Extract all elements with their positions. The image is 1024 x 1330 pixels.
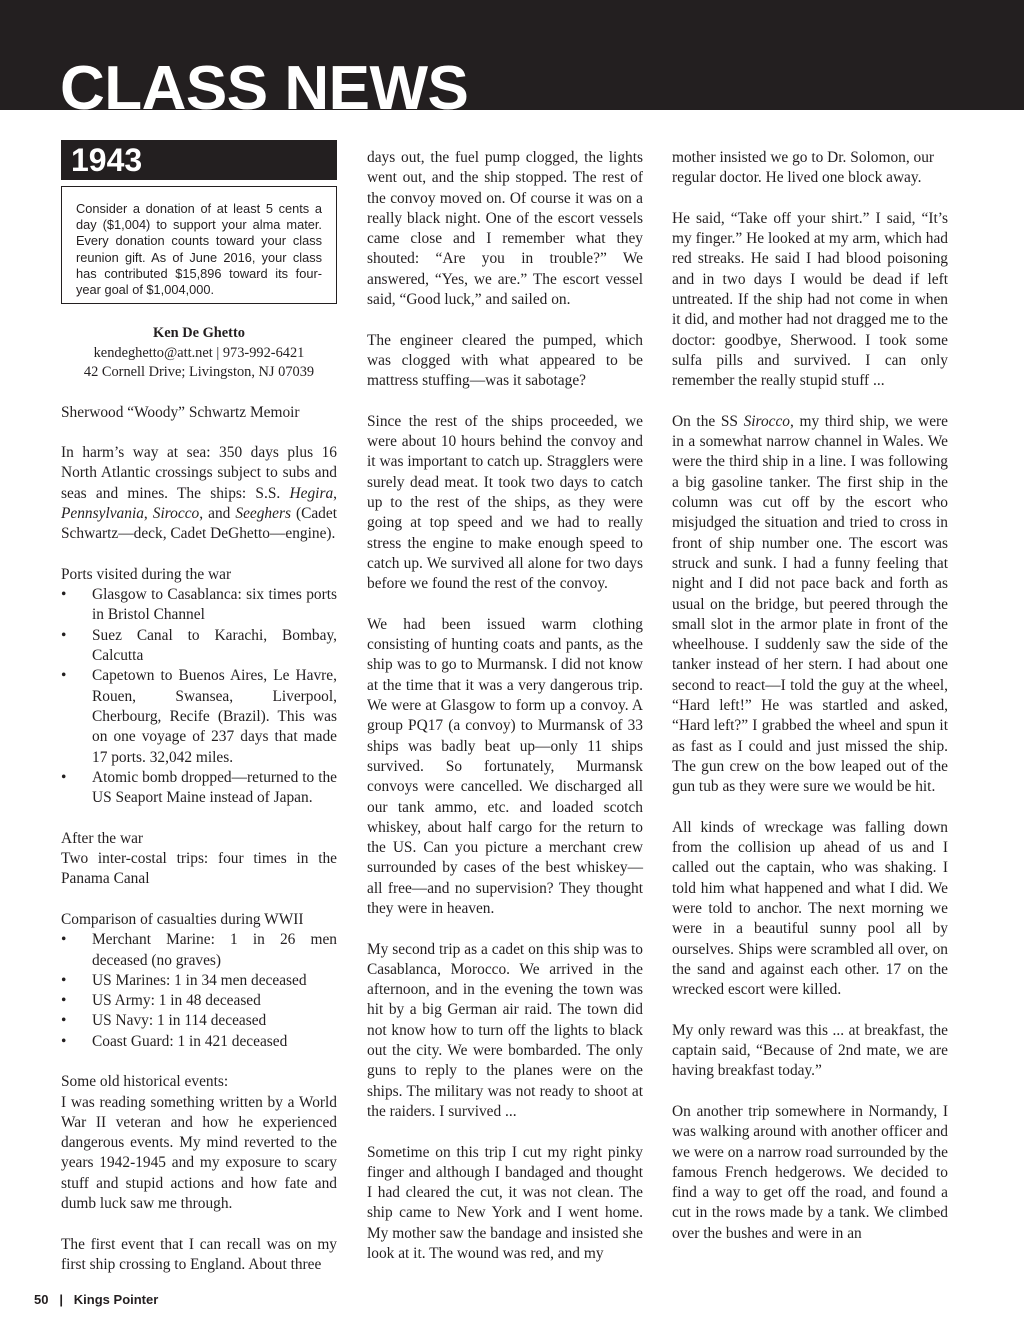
list-item: • US Navy: 1 in 114 deceased — [61, 1011, 337, 1031]
page-number: 50 — [34, 1292, 49, 1307]
memoir-title: Sherwood “Woody” Schwartz Memoir — [61, 403, 300, 421]
bullet-icon: • — [61, 971, 67, 989]
casualties-list — [61, 930, 337, 1052]
body-paragraph: All kinds of wreckage was falling down from the collision up ahead of us and I called out the captain, who was shaking. I told him what happened and what I did. We were told to anchor. The next morning we were in a beautiful sunny pool all by ourselves. Ships were scrambled all over, on the sand and against each other. 17 on the wrecked escort were killed. — [672, 818, 948, 999]
intro-paragraph: In harm’s way at sea: 350 days plus 16 North Atlantic crossings subject to subs and seas and mines. The ships: S.S. Hegira, Pennsylvania, Sirocco, and Seeghers (Cadet Schwartz—deck, Cadet DeGhetto—engine). — [61, 444, 337, 543]
bullet-icon: • — [61, 1032, 67, 1050]
body-paragraph: Since the rest of the ships proceeded, we were about 10 hours behind the convoy and it was important to catch up. Stragglers were surely dead meat. It took two days to catch up to the rest of the ships, as they were going at top speed and we had to really stress the engine to make enough speed to catch up. We survived all alone for two days before we found the rest of the convoy. — [367, 412, 643, 593]
bullet-icon: • — [61, 992, 67, 1010]
list-item: • Merchant Marine: 1 in 26 men deceased (no graves) — [61, 931, 337, 969]
historical-heading: Some old historical events: — [61, 1073, 229, 1091]
column-2 — [367, 148, 643, 1264]
bullet-icon: • — [61, 667, 67, 685]
body-paragraph: We had been issued warm clothing consisting of hunting coats and pants, as the ship was to go to Murmansk. I did not know at the time that it was a very dangerous trip. We were at Glasgow to form up a convoy. A group PQ17 (a convoy) to Murmansk of 33 ships was badly beat up—only 11 ships survived. So fortunately, Murmansk convoys were cancelled. We discharged all our tank ammo, etc. and loaded scotch whiskey, about half cargo for the return to the US. Can you picture a merchant crew surrounded by cases of the best whiskey—all free—and no supervision? They thought they were in heaven. — [367, 615, 643, 917]
body-paragraph: Sometime on this trip I cut my right pinky finger and although I bandaged and thought I had cleared the cut, it was not clean. The ship came to New York and I went home. My mother saw the bandage and insisted she look at it. The wound was red, and my — [367, 1143, 643, 1263]
body-paragraph: My second trip as a cadet on this ship was to Casablanca, Morocco. We arrived in the afternoon, and in the evening the town was hit by a big German air raid. The town did not know how to turn off the lights to black out the city. We were bombarded. The only guns to reply to the planes were on the ships. The military was not ready to shoot at the raiders. I survived ... — [367, 940, 643, 1120]
list-item: • Capetown to Buenos Aires, Le Havre, Rouen, Swansea, Liverpool, Cherbourg, Recife (Brazil). This was on one voyage of 237 days that made 17 ports. 32,042 miles. — [61, 667, 337, 766]
footer-separator: | — [59, 1292, 63, 1307]
donation-note-box: Consider a donation of at least 5 cents a day ($1,004) to support your alma mater. Every donation counts toward your class reunion gift. As of June 2016, your class has contributed $15,896 toward its four-year goal of $1,004,000. — [61, 186, 337, 304]
column-1 — [61, 140, 337, 1275]
class-correspondent — [61, 324, 337, 383]
body-paragraph: mother insisted we go to Dr. Solomon, our regular doctor. He lived one block away. — [672, 149, 935, 187]
first-event-paragraph: The first event that I can recall was on my first ship crossing to England. About three — [61, 1235, 337, 1273]
class-year-banner: 1943 — [61, 140, 337, 180]
bullet-icon: • — [61, 1012, 67, 1030]
column-3 — [672, 148, 948, 1244]
casualties-heading: Comparison of casualties during WWII — [61, 910, 304, 928]
after-war-text: Two inter-costal trips: four times in the Panama Canal — [61, 850, 337, 888]
ship-name: Pennsylvania — [61, 504, 144, 522]
body-paragraph: On the SS Sirocco, my third ship, we were in a somewhat narrow channel in Wales. We were the third ship in a line. I was following a big gasoline tanker. The first ship in the column was cut off by the escort who misjudged the situation and tried to cross in front of ship number one. The escort was struck and sunk. I had a funny feeling that night and I did not pace back and forth as usual on the bridge, but peered through the small slot in the armor plate in front of the wheelhouse. I suddenly saw the side of the tanker instead of her stern. I had about one second to react—I told the guy at the wheel, “Hard left!” He was startled and asked, “Hard left?” I grabbed the wheel and spun it as fast as I could and just missed the ship. The gun crew on the bow leaped out of the gun tub as they were sure we would be hit. — [672, 412, 948, 796]
correspondent-name: Ken De Ghetto — [153, 325, 245, 341]
body-paragraph: The engineer cleared the pumped, which was clogged with what appeared to be mattress stuffing—was it sabotage? — [367, 331, 643, 390]
publication-name: Kings Pointer — [73, 1292, 159, 1307]
list-item: • Suez Canal to Karachi, Bombay, Calcutta — [61, 626, 337, 665]
ship-name: Hegira — [289, 484, 334, 502]
body-paragraph: He said, “Take off your shirt.” I said, “It’s my finger.” He looked at my arm, which had red streaks. He said I had blood poisoning and in two days I would be dead if left untreated. If the ship had not come in when it did, and mother had not dragged me to the doctor: goodbye, Sherwood. I took some sulfa pills and survived. I can only remember the really stupid stuff ... — [672, 209, 948, 390]
ports-list — [61, 585, 337, 808]
list-item: • Atomic bomb dropped—returned to the US Seaport Maine instead of Japan. — [61, 768, 337, 807]
correspondent-address: 42 Cornell Drive; Livingston, NJ 07039 — [83, 364, 315, 380]
ports-heading: Ports visited during the war — [61, 565, 232, 583]
body-paragraph: On another trip somewhere in Normandy, I was walking around with another officer and we were on a narrow road surrounded by the famous French hedgerows. We decided to find a way to get off the road, and found a cut in the rows made by a tank. We climbed over the bushes and were in an — [672, 1102, 948, 1242]
historical-text: I was reading something written by a World War II veteran and how he experienced dangerous events. My mind reverted to the years 1942-1945 and my exposure to scary stuff and stupid actions and how fate and dumb luck saw me through. — [61, 1093, 337, 1213]
ship-name: Seeghers — [235, 504, 291, 522]
list-item: • Coast Guard: 1 in 421 deceased — [61, 1032, 337, 1052]
page-footer — [34, 1292, 158, 1308]
list-item: • US Army: 1 in 48 deceased — [61, 991, 337, 1011]
body-paragraph: My only reward was this ... at breakfast, the captain said, “Because of 2nd mate, we are having breakfast today.” — [672, 1021, 948, 1080]
bullet-icon: • — [61, 626, 67, 644]
section-title: CLASS NEWS — [60, 54, 469, 110]
body-paragraph: days out, the fuel pump clogged, the lights went out, and the ship stopped. The rest of the convoy moved on. Of course it was on a really black night. One of the escort vessels came close and I remember what they shouted: “Are you in trouble?” We answered, “Yes, we are.” The escort vessel said, “Good luck,” and sailed on. — [367, 149, 643, 309]
ship-name: Sirocco — [743, 412, 791, 430]
bullet-icon: • — [61, 768, 67, 786]
ship-name: Sirocco — [152, 504, 200, 522]
list-item: • US Marines: 1 in 34 men deceased — [61, 971, 337, 991]
bullet-icon: • — [61, 586, 67, 604]
correspondent-email-phone: kendeghetto@att.net | 973-992-6421 — [93, 344, 305, 361]
list-item: • Glasgow to Casablanca: six times ports in Bristol Channel — [61, 586, 337, 624]
after-war-heading: After the war — [61, 829, 144, 847]
bullet-icon: • — [61, 931, 67, 949]
page-header — [0, 0, 1024, 110]
